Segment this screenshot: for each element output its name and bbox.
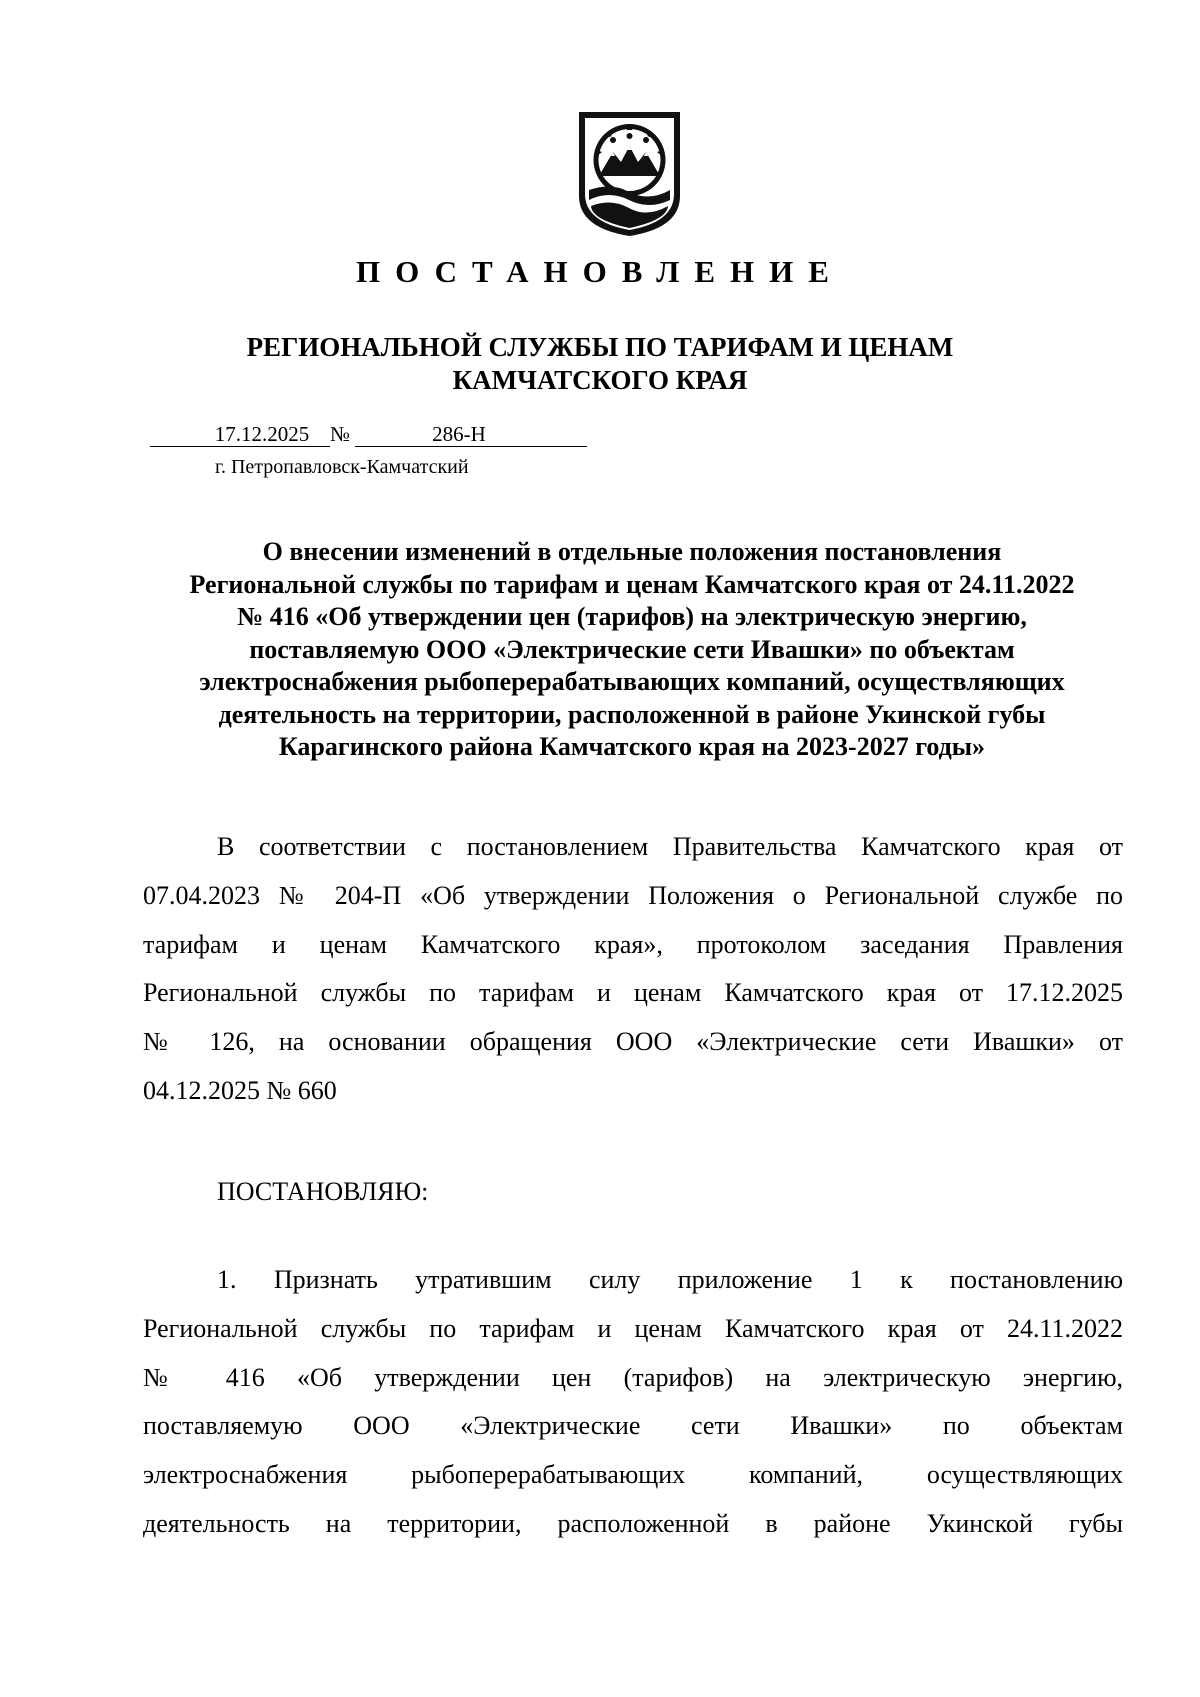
item-1-line: Региональной службы по тарифам и ценам Камчатского края от 24.11.2022 xyxy=(143,1313,1123,1343)
title-line: электроснабжения рыбоперерабатывающих компаний, осуществляющих xyxy=(199,667,1065,696)
document-city: г. Петропавловск-Камчатский xyxy=(215,456,469,478)
preamble-line: 04.12.2025 № 660 xyxy=(143,1075,337,1105)
document-title xyxy=(142,536,1122,764)
title-line: поставляемую ООО «Электрические сети Ивашки» по объектам xyxy=(249,634,1015,664)
preamble-line: 07.04.2023 № 204-П «Об утверждении Положения о Региональной службе по xyxy=(143,880,1123,910)
title-line: деятельность на территории, расположенной в районе Укинской губы xyxy=(218,699,1046,729)
document-number: 286-Н xyxy=(432,422,486,446)
number-sign: № xyxy=(330,422,351,446)
title-line: О внесении изменений в отдельные положения постановления xyxy=(262,537,1002,566)
preamble-paragraph xyxy=(143,823,1123,1116)
organization-name-line-2: КАМЧАТСКОГО КРАЯ xyxy=(452,365,748,395)
title-line: № 416 «Об утверждении цен (тарифов) на электрическую энергию, xyxy=(237,602,1027,631)
document-date-field xyxy=(150,422,330,447)
item-1-line: 1. Признать утратившим силу приложение 1 к постановлению xyxy=(217,1265,1123,1294)
organization-name-line-1: РЕГИОНАЛЬНОЙ СЛУЖБЫ ПО ТАРИФАМ И ЦЕНАМ xyxy=(246,332,954,362)
item-1-line: № 416 «Об утверждении цен (тарифов) на электрическую энергию, xyxy=(143,1362,1123,1392)
item-1-line: поставляемую ООО «Электрические сети Ивашки» по объектам xyxy=(143,1411,1123,1441)
item-1-line: деятельность на территории, расположенной в районе Укинской губы xyxy=(143,1508,1123,1538)
kamchatka-emblem-icon xyxy=(577,110,682,238)
item-1-paragraph xyxy=(143,1256,1123,1549)
preamble-line: № 126, на основании обращения ООО «Электрические сети Ивашки» от xyxy=(143,1027,1123,1057)
document-date: 17.12.2025 xyxy=(214,422,310,446)
title-line: Карагинского района Камчатского края на 2023-2027 годы» xyxy=(278,732,986,761)
document-type-heading: ПОСТАНОВЛЕНИЕ xyxy=(356,254,844,289)
preamble-line: Региональной службы по тарифам и ценам Камчатского края от 17.12.2025 xyxy=(143,978,1123,1008)
preamble-line: тарифам и ценам Камчатского края», протоколом заседания Правления xyxy=(143,929,1123,959)
item-1-line: электроснабжения рыбоперерабатывающих компаний, осуществляющих xyxy=(143,1460,1123,1490)
organization-name xyxy=(0,331,1200,397)
title-line: Региональной службы по тарифам и ценам Камчатского края от 24.11.2022 xyxy=(189,569,1075,599)
decree-word: ПОСТАНОВЛЯЮ: xyxy=(217,1177,429,1206)
document-date-number-line xyxy=(150,422,590,448)
preamble-line: В соответствии с постановлением Правительства Камчатского края от xyxy=(217,832,1123,861)
document-number-field xyxy=(355,422,587,447)
